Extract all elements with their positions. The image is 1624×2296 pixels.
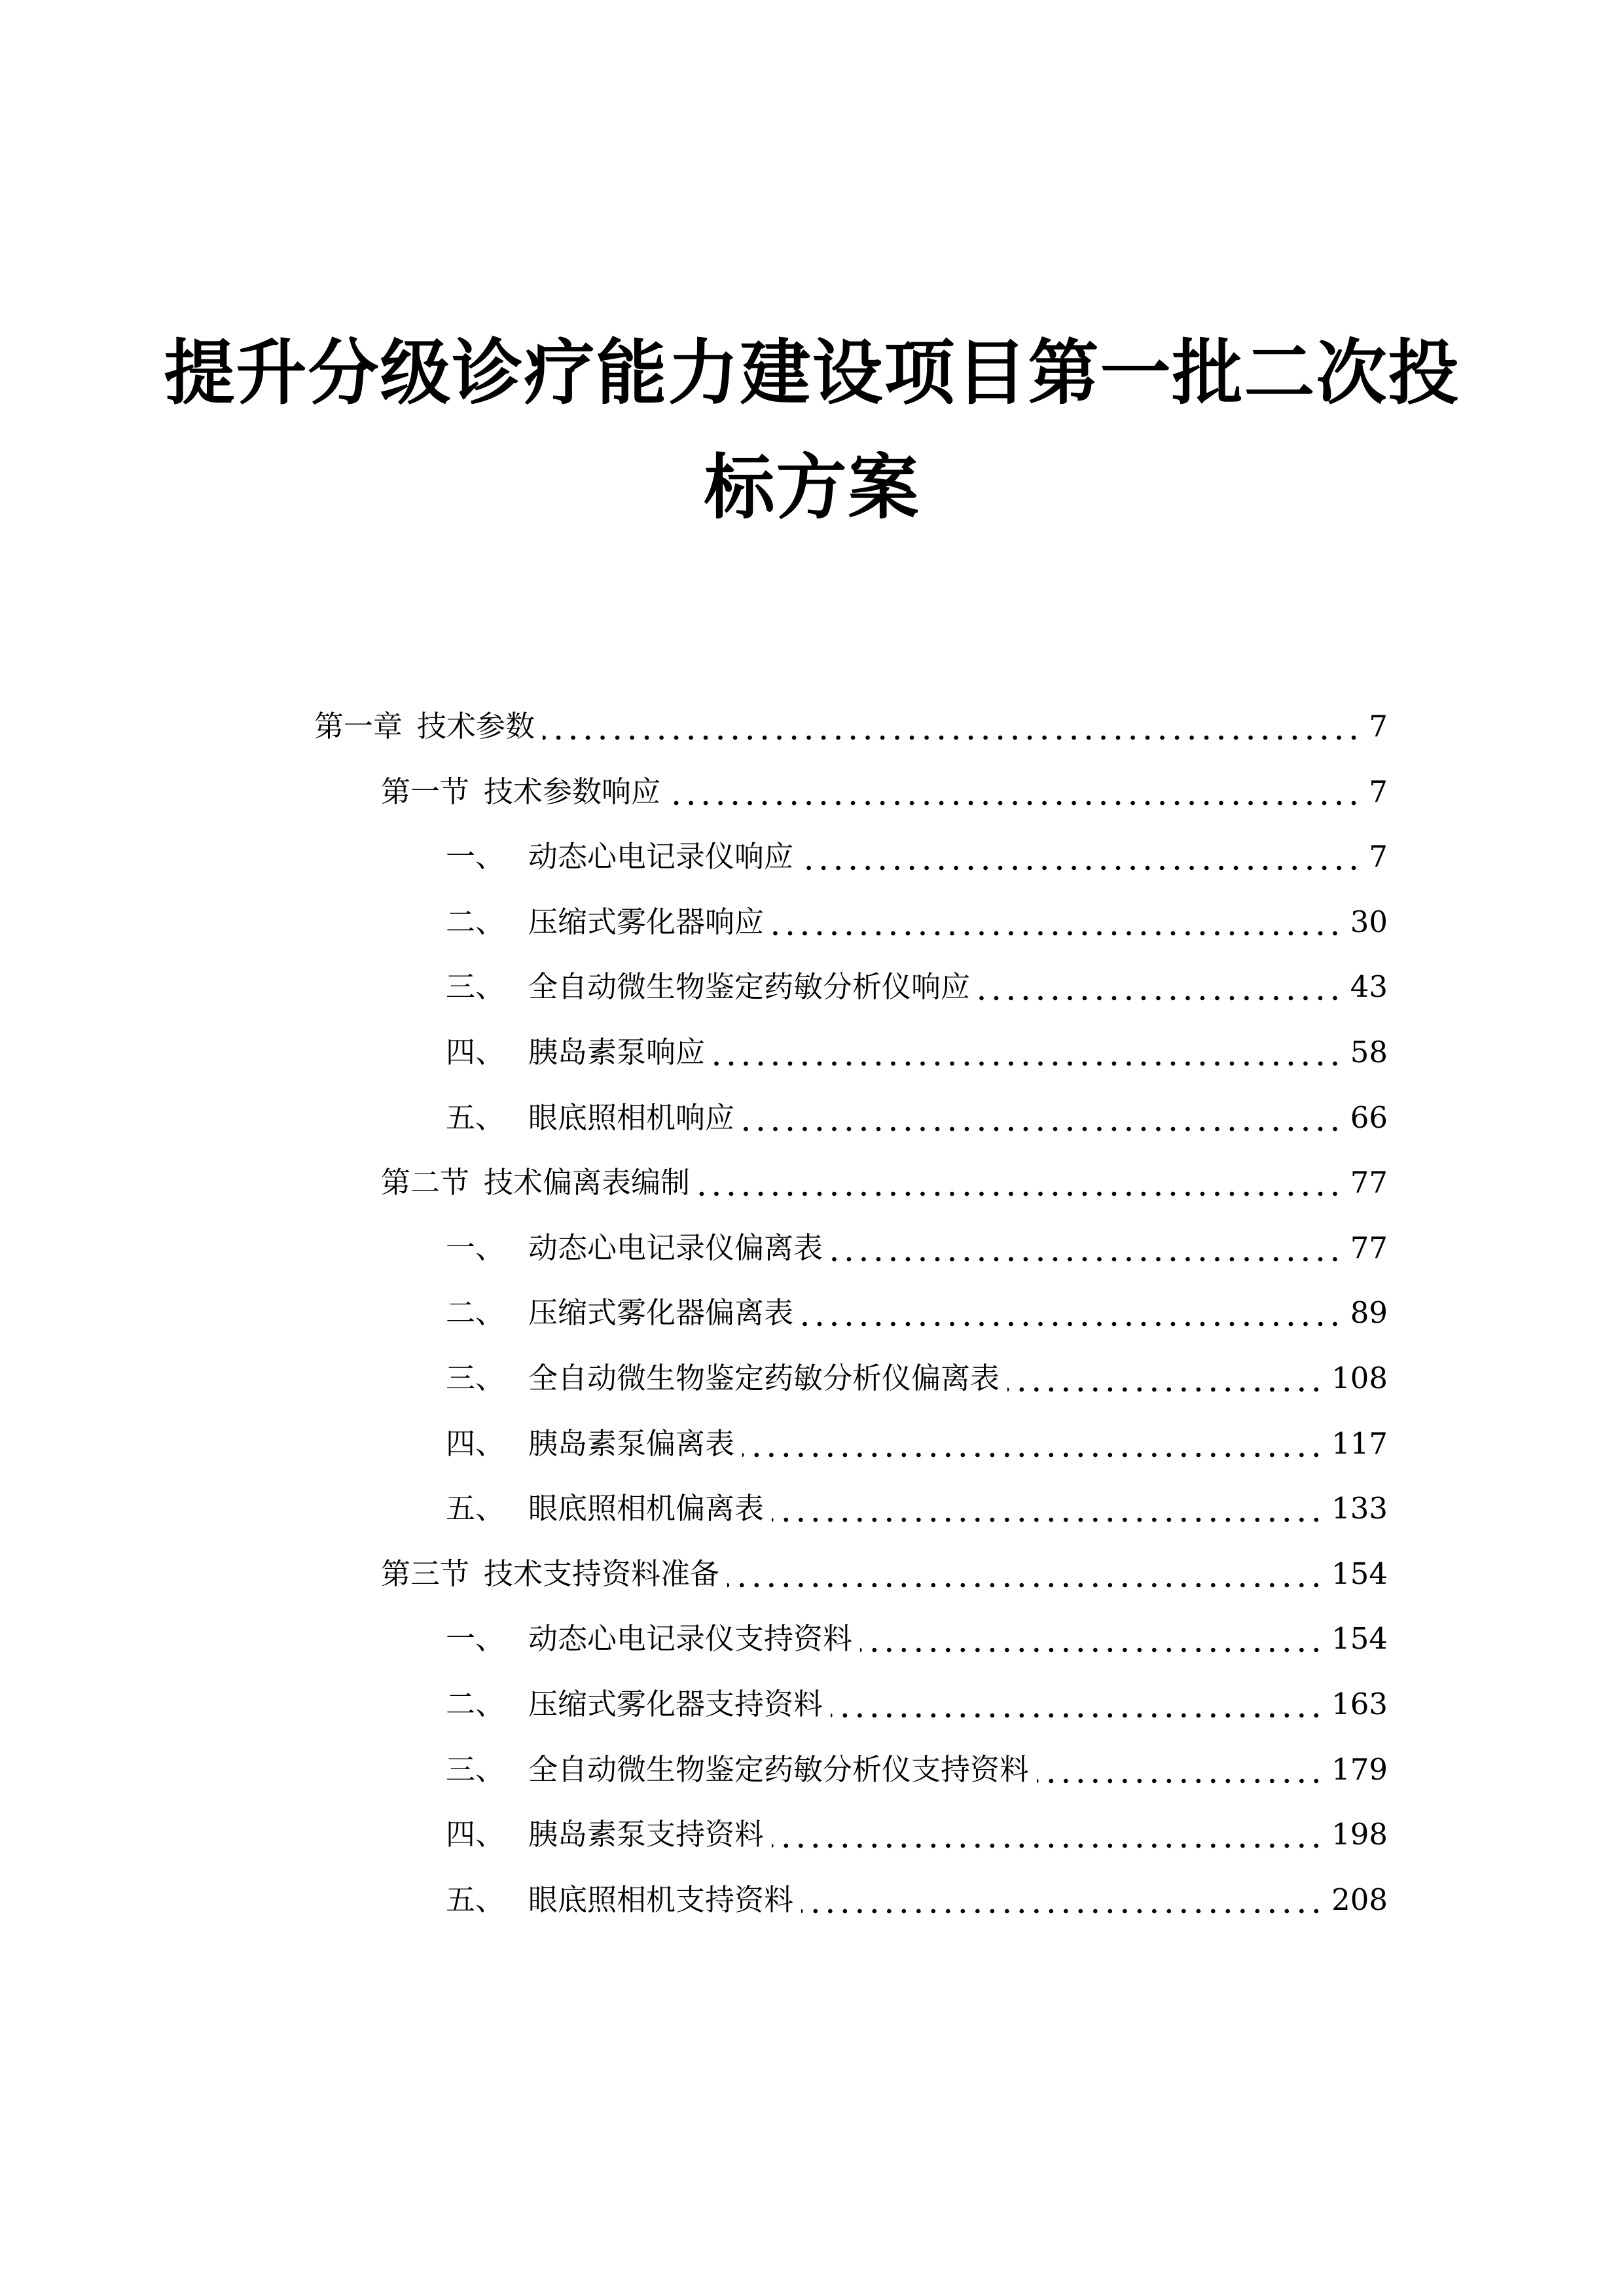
toc-entry-number: 三、 — [446, 1361, 505, 1395]
document-title-line-2: 标方案 — [704, 446, 920, 529]
dot-leader — [831, 1229, 1343, 1268]
toc-entry[interactable] — [446, 1880, 1388, 1920]
toc-entry-page-number: 179 — [1331, 1751, 1388, 1787]
toc-entry[interactable] — [446, 1424, 1388, 1463]
toc-entry-page-number: 117 — [1331, 1426, 1388, 1461]
toc-entry-label: 全自动微生物鉴定药敏分析仪响应 — [528, 969, 971, 1005]
dot-leader — [543, 707, 1361, 746]
toc-entry[interactable] — [446, 1815, 1388, 1854]
toc-entry-page-number: 198 — [1331, 1817, 1388, 1852]
toc-entry[interactable] — [446, 1098, 1388, 1138]
toc-entry[interactable] — [446, 1229, 1388, 1268]
dot-leader — [772, 1489, 1324, 1528]
toc-entry[interactable] — [446, 1619, 1388, 1659]
dot-leader — [742, 1098, 1343, 1138]
dot-leader — [727, 1554, 1324, 1594]
toc-entry-label: 全自动微生物鉴定药敏分析仪偏离表 — [528, 1361, 1000, 1395]
toc-entry-label: 全自动微生物鉴定药敏分析仪支持资料 — [528, 1751, 1030, 1787]
toc-entry-page-number: 154 — [1331, 1621, 1388, 1657]
toc-entry-page-number: 208 — [1331, 1882, 1388, 1917]
toc-entry-label: 技术偏离表编制 — [484, 1165, 691, 1200]
dot-leader — [772, 903, 1343, 942]
toc-entry[interactable] — [446, 1359, 1388, 1398]
toc-entry-page-number: 77 — [1350, 1165, 1388, 1200]
toc-entry-number: 第一章 — [314, 709, 403, 744]
toc-entry-page-number: 89 — [1350, 1295, 1388, 1331]
toc-entry[interactable] — [446, 1489, 1388, 1528]
toc-entry-page-number: 58 — [1350, 1035, 1388, 1069]
toc-entry-number: 三、 — [446, 1751, 505, 1787]
toc-entry-label: 技术支持资料准备 — [484, 1556, 720, 1591]
toc-entry-label: 眼底照相机支持资料 — [528, 1882, 794, 1917]
toc-entry-number: 四、 — [446, 1817, 505, 1852]
toc-entry-number: 三、 — [446, 969, 505, 1005]
toc-entry-label: 眼底照相机偏离表 — [528, 1491, 765, 1526]
dot-leader — [713, 1033, 1343, 1072]
toc-entry-number: 四、 — [446, 1426, 505, 1461]
dot-leader — [860, 1619, 1324, 1659]
toc-entry[interactable] — [446, 903, 1388, 942]
toc-entry[interactable] — [446, 1750, 1388, 1789]
toc-entry-label: 技术参数响应 — [484, 774, 661, 809]
toc-entry-label: 压缩式雾化器响应 — [528, 904, 765, 939]
toc-entry-number: 二、 — [446, 1687, 505, 1721]
toc-entry-label: 动态心电记录仪偏离表 — [528, 1230, 823, 1265]
dot-leader — [801, 1293, 1343, 1333]
toc-entry-number: 第一节 — [381, 774, 470, 809]
toc-entry-label: 胰岛素泵偏离表 — [528, 1426, 735, 1461]
toc-entry[interactable] — [381, 1163, 1388, 1202]
toc-entry[interactable] — [314, 707, 1388, 746]
toc-entry-label: 眼底照相机响应 — [528, 1100, 735, 1135]
toc-entry-number: 第二节 — [381, 1165, 470, 1200]
toc-entry-label: 技术参数 — [417, 709, 535, 744]
dot-leader — [978, 967, 1343, 1007]
toc-entry-number: 二、 — [446, 904, 505, 939]
dot-leader — [698, 1163, 1343, 1202]
dot-leader — [742, 1424, 1324, 1463]
toc-entry[interactable] — [446, 967, 1388, 1007]
toc-entry[interactable] — [446, 837, 1388, 876]
toc-entry-number: 五、 — [446, 1882, 505, 1917]
dot-leader — [772, 1815, 1324, 1854]
toc-entry-number: 第三节 — [381, 1556, 470, 1591]
toc-entry-page-number: 163 — [1331, 1687, 1388, 1721]
toc-entry[interactable] — [381, 1554, 1388, 1594]
toc-entry-page-number: 7 — [1369, 774, 1388, 809]
toc-entry-number: 一、 — [446, 1230, 505, 1265]
toc-entry-label: 动态心电记录仪支持资料 — [528, 1621, 853, 1657]
toc-entry-page-number: 66 — [1350, 1100, 1388, 1135]
toc-entry-page-number: 154 — [1331, 1556, 1388, 1591]
toc-entry-number: 一、 — [446, 839, 505, 874]
toc-entry-label: 压缩式雾化器支持资料 — [528, 1687, 823, 1721]
dot-leader — [668, 772, 1361, 812]
toc-entry-label: 胰岛素泵支持资料 — [528, 1817, 765, 1852]
toc-entry[interactable] — [446, 1685, 1388, 1724]
toc-entry-number: 五、 — [446, 1491, 505, 1526]
toc-entry-page-number: 43 — [1350, 969, 1388, 1005]
toc-entry-page-number: 7 — [1369, 839, 1388, 874]
toc-entry-number: 一、 — [446, 1621, 505, 1657]
toc-entry-label: 胰岛素泵响应 — [528, 1035, 706, 1069]
toc-entry-number: 五、 — [446, 1100, 505, 1135]
document-title-line-1: 提升分级诊疗能力建设项目第一批二次投 — [164, 332, 1460, 414]
dot-leader — [1007, 1359, 1324, 1398]
toc-entry-number: 四、 — [446, 1035, 505, 1069]
toc-entry-label: 动态心电记录仪响应 — [528, 839, 794, 874]
toc-entry-page-number: 30 — [1350, 904, 1388, 939]
toc-entry[interactable] — [446, 1033, 1388, 1072]
dot-leader — [831, 1685, 1324, 1724]
toc-entry-page-number: 77 — [1350, 1230, 1388, 1265]
dot-leader — [801, 837, 1361, 876]
toc-entry-page-number: 133 — [1331, 1491, 1388, 1526]
toc-entry[interactable] — [381, 772, 1388, 812]
toc-entry-number: 二、 — [446, 1295, 505, 1331]
toc-entry[interactable] — [446, 1293, 1388, 1333]
toc-entry-label: 压缩式雾化器偏离表 — [528, 1295, 794, 1331]
dot-leader — [1037, 1750, 1324, 1789]
toc-entry-page-number: 108 — [1331, 1361, 1388, 1395]
toc-entry-page-number: 7 — [1369, 709, 1388, 744]
dot-leader — [801, 1880, 1324, 1920]
